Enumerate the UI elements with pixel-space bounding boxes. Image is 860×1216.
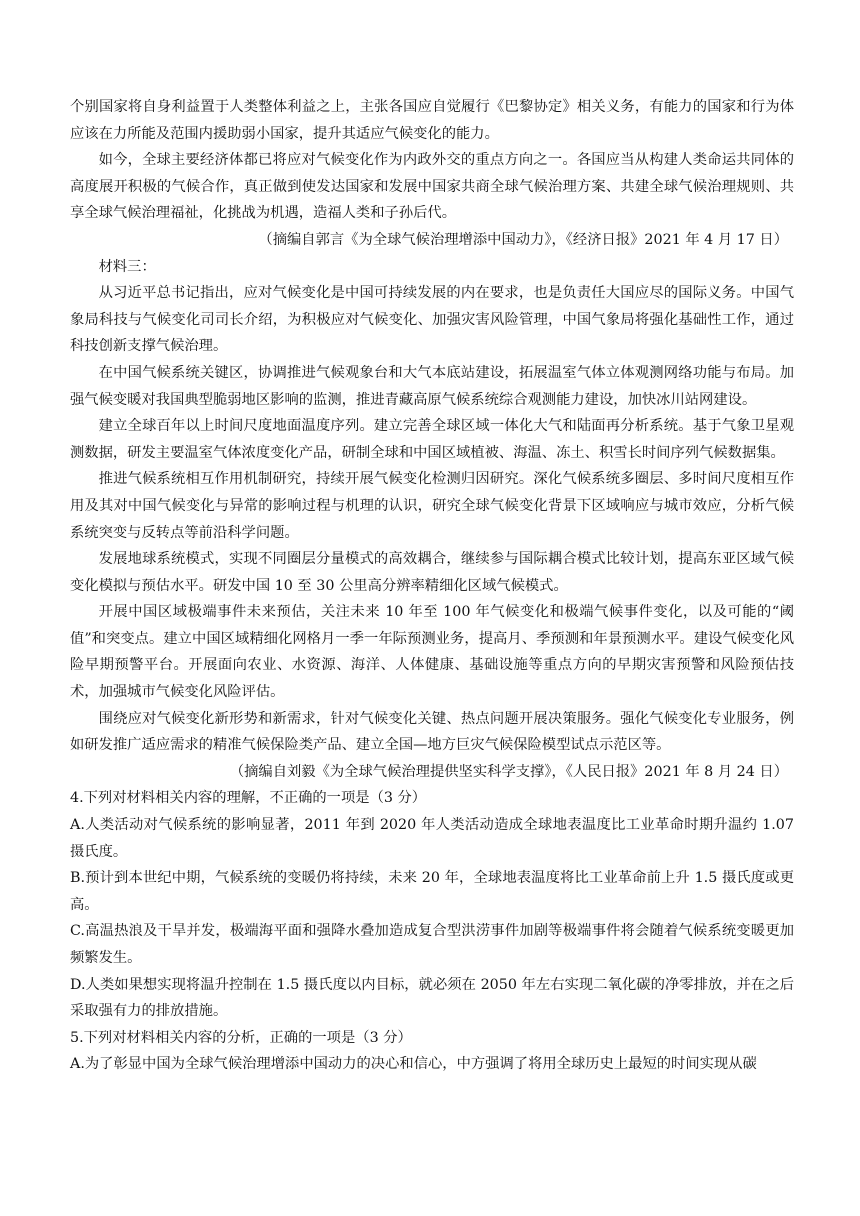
paragraph-1: 个别国家将自身利益置于人类整体利益之上，主张各国应自觉履行《巴黎协定》相关义务，有能力的国家和行为体应该在力所能及范围内援助弱小国家，提升其适应气候变化的能力。	[70, 99, 794, 142]
question-4-option-d: D.人类如果想实现将温升控制在 1.5 摄氏度以内目标，就必须在 2050 年左右实现二氧化碳的净零排放，并在之后采取强有力的排放措施。	[70, 976, 794, 1020]
document-page	[70, 94, 794, 1078]
material-3-heading: 材料三：	[98, 258, 156, 275]
question-5-option-a: A.为了彰显中国为全球气候治理增添中国动力的决心和信心，中方强调了将用全球历史上最短的时间实现从碳	[70, 1056, 757, 1073]
question-4-option-c: C.高温热浪及干旱并发，极端海平面和强降水叠加造成复合型洪涝事件加剧等极端事件将会随着气候系统变暖更加频繁发生。	[70, 923, 794, 966]
question-4-stem: 4.下列对材料相关内容的理解，不正确的一项是（3 分）	[70, 790, 427, 807]
paragraph-2: 如今，全球主要经济体都已将应对气候变化作为内政外交的重点方向之一。各国应当从构建人类命运共同体的高度展开积极的气候合作，真正做到使发达国家和发展中国家共商全球气候治理方案、共建全球气候治理规则、共享全球气候治理福祉，化挑战为机遇，造福人类和子孙后代。	[70, 152, 794, 222]
source-citation-1: （摘编自郭言《为全球气候治理增添中国动力》，《经济日报》2021 年 4 月 17 日）	[258, 231, 788, 248]
paragraph-5: 建立全球百年以上时间尺度地面温度序列。建立完善全球区域一体化大气和陆面再分析系统。基于气象卫星观测数据，研发主要温室气体浓度变化产品，研制全球和中国区域植被、海温、冻土、积雪长时间序列气候数据集。	[70, 418, 794, 461]
question-4-option-b: B.预计到本世纪中期，气候系统的变暖仍将持续，未来 20 年，全球地表温度将比工业革命前上升 1.5 摄氏度或更高。	[70, 870, 794, 913]
source-citation-2: （摘编自刘毅《为全球气候治理提供坚实科学支撑》，《人民日报》2021 年 8 月 24 日）	[229, 763, 788, 780]
paragraph-6: 推进气候系统相互作用机制研究，持续开展气候变化检测归因研究。深化气候系统多圈层、多时间尺度相互作用及其对中国气候变化与异常的影响过程与机理的认识，研究全球气候变化背景下区域响应与城市效应，分析气候系统突变与反转点等前沿科学问题。	[70, 471, 794, 541]
paragraph-4: 在中国气候系统关键区，协调推进气候观象台和大气本底站建设，拓展温室气体立体观测网络功能与布局。加强气候变暖对我国典型脆弱地区影响的监测，推进青藏高原气候系统综合观测能力建设，加快冰川站网建设。	[70, 364, 794, 408]
paragraph-3: 从习近平总书记指出，应对气候变化是中国可持续发展的内在要求，也是负责任大国应尽的国际义务。中国气象局科技与气候变化司司长介绍，为积极应对气候变化、加强灾害风险管理，中国气象局将强化基础性工作，通过科技创新支撑气候治理。	[70, 285, 794, 355]
paragraph-9: 围绕应对气候变化新形势和新需求，针对气候变化关键、热点问题开展决策服务。强化气候变化专业服务，例如研发推广适应需求的精准气候保险类产品、建立全国—地方巨灾气候保险模型试点示范区等。	[70, 710, 794, 754]
question-5-stem: 5.下列对材料相关内容的分析，正确的一项是（3 分）	[70, 1029, 412, 1046]
paragraph-7: 发展地球系统模式，实现不同圈层分量模式的高效耦合，继续参与国际耦合模式比较计划，提高东亚区域气候变化模拟与预估水平。研发中国 10 至 30 公里高分辨率精细化区域气候模式。	[70, 551, 794, 594]
paragraph-8: 开展中国区域极端事件未来预估，关注未来 10 年至 100 年气候变化和极端气候事件变化，以及可能的“阈值”和突变点。建立中国区域精细化网格月一季一年际预测业务，提高月、季预测和年景预测水平。建设气候变化风险早期预警平台。开展面向农业、水资源、海洋、人体健康、基础设施等重点方向的早期灾害预警和风险预估技术，加强城市气候变化风险评估。	[70, 604, 794, 701]
question-4-option-a: A.人类活动对气候系统的影响显著，2011 年到 2020 年人类活动造成全球地表温度比工业革命时期升温约 1.07 摄氏度。	[70, 817, 794, 860]
